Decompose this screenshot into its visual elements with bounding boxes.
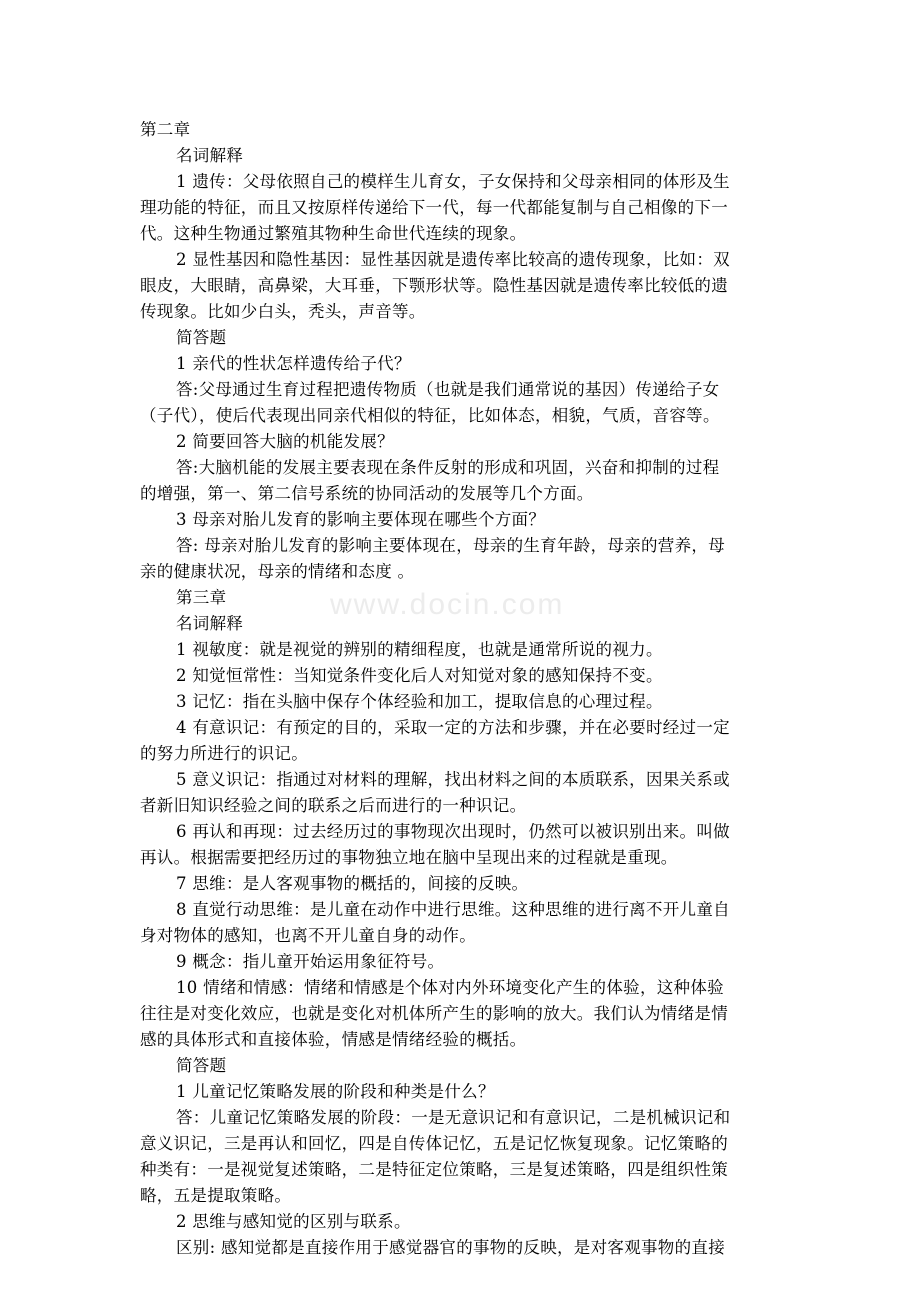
paragraph-line: 往往是对变化效应，也就是变化对机体所产生的影响的放大。我们认为情绪是情: [140, 1004, 728, 1023]
question-line: 1 亲代的性状怎样遗传给子代？: [176, 354, 411, 373]
paragraph-line: 10 情绪和情感：情绪和情感是个体对内外环境变化产生的体验，这种体验: [176, 978, 724, 997]
section-heading-questions: 简答题: [176, 328, 227, 347]
paragraph-line: 2 显性基因和隐性基因：显性基因就是遗传率比较高的遗传现象，比如：双: [176, 250, 730, 269]
question-line: 3 母亲对胎儿发育的影响主要体现在哪些个方面？: [176, 510, 546, 529]
chapter-3-heading: 第三章: [176, 588, 227, 607]
paragraph-line: 3 记忆：指在头脑中保存个体经验和加工，提取信息的心理过程。: [176, 692, 663, 711]
paragraph-line: 2 知觉恒常性：当知觉条件变化后人对知觉对象的感知保持不变。: [176, 666, 663, 685]
answer-line: 意义识记，三是再认和回忆，四是自传体记忆，五是记忆恢复现象。记忆策略的: [140, 1134, 728, 1153]
answer-line: 的增强，第一、第二信号系统的协同活动的发展等几个方面。: [140, 484, 594, 503]
watermark: www.docin.com: [330, 588, 565, 621]
paragraph-line: 理功能的特征，而且又按原样传递给下一代，每一代都能复制与自己相像的下一: [140, 198, 728, 217]
answer-line: 区别: 感知觉都是直接作用于感觉器官的事物的反映，是对客观事物的直接: [176, 1238, 726, 1257]
answer-line: 答:父母通过生育过程把遗传物质（也就是我们通常说的基因）传递给子女: [176, 380, 720, 399]
answer-line: 答：儿童记忆策略发展的阶段：一是无意识记和有意识记，二是机械识记和: [176, 1108, 731, 1127]
section-heading-terms: 名词解释: [176, 614, 244, 633]
paragraph-line: 代。这种生物通过繁殖其物种生命世代连续的现象。: [140, 224, 527, 243]
paragraph-line: 5 意义识记：指通过对材料的理解，找出材料之间的本质联系，因果关系或: [176, 770, 730, 789]
answer-line: 答:大脑机能的发展主要表现在条件反射的形成和巩固，兴奋和抑制的过程: [176, 458, 720, 477]
question-line: 2 简要回答大脑的机能发展？: [176, 432, 394, 451]
paragraph-line: 感的具体形式和直接体验，情感是情绪经验的概括。: [140, 1030, 527, 1049]
answer-line: （子代），使后代表现出同亲代相似的特征，比如体态，相貌，气质，音容等。: [140, 406, 720, 425]
paragraph-line: 8 直觉行动思维：是儿童在动作中进行思维。这种思维的进行离不开儿童自: [176, 900, 730, 919]
paragraph-line: 4 有意识记：有预定的目的，采取一定的方法和步骤，并在必要时经过一定: [176, 718, 730, 737]
paragraph-line: 6 再认和再现：过去经历过的事物现次出现时，仍然可以被识别出来。叫做: [176, 822, 730, 841]
paragraph-line: 传现象。比如少白头，秃头，声音等。: [140, 302, 426, 321]
paragraph-line: 再认。根据需要把经历过的事物独立地在脑中呈现出来的过程就是重现。: [140, 848, 678, 867]
paragraph-line: 1 视敏度：就是视觉的辨别的精细程度，也就是通常所说的视力。: [176, 640, 663, 659]
paragraph-line: 1 遗传：父母依照自己的模样生儿育女，子女保持和父母亲相同的体形及生: [176, 172, 730, 191]
answer-line: 亲的健康状况，母亲的情绪和态度 。: [140, 562, 415, 581]
section-heading-questions: 简答题: [176, 1056, 227, 1075]
answer-line: 答: 母亲对胎儿发育的影响主要体现在，母亲的生育年龄，母亲的营养，母: [176, 536, 726, 555]
paragraph-line: 身对物体的感知，也离不开儿童自身的动作。: [140, 926, 476, 945]
section-heading-terms: 名词解释: [176, 146, 244, 165]
question-line: 2 思维与感知觉的区别与联系。: [176, 1212, 411, 1231]
chapter-2-heading: 第二章: [140, 120, 191, 139]
question-line: 1 儿童记忆策略发展的阶段和种类是什么？: [176, 1082, 495, 1101]
paragraph-line: 者新旧知识经验之间的联系之后而进行的一种识记。: [140, 796, 527, 815]
answer-line: 略，五是提取策略。: [140, 1186, 292, 1205]
paragraph-line: 7 思维：是人客观事物的概括的，间接的反映。: [176, 874, 529, 893]
answer-line: 种类有：一是视觉复述策略，二是特征定位策略，三是复述策略，四是组织性策: [140, 1160, 728, 1179]
paragraph-line: 的努力所进行的识记。: [140, 744, 308, 763]
paragraph-line: 9 概念：指儿童开始运用象征符号。: [176, 952, 445, 971]
paragraph-line: 眼皮，大眼睛，高鼻梁，大耳垂，下颚形状等。隐性基因就是遗传率比较低的遗: [140, 276, 728, 295]
